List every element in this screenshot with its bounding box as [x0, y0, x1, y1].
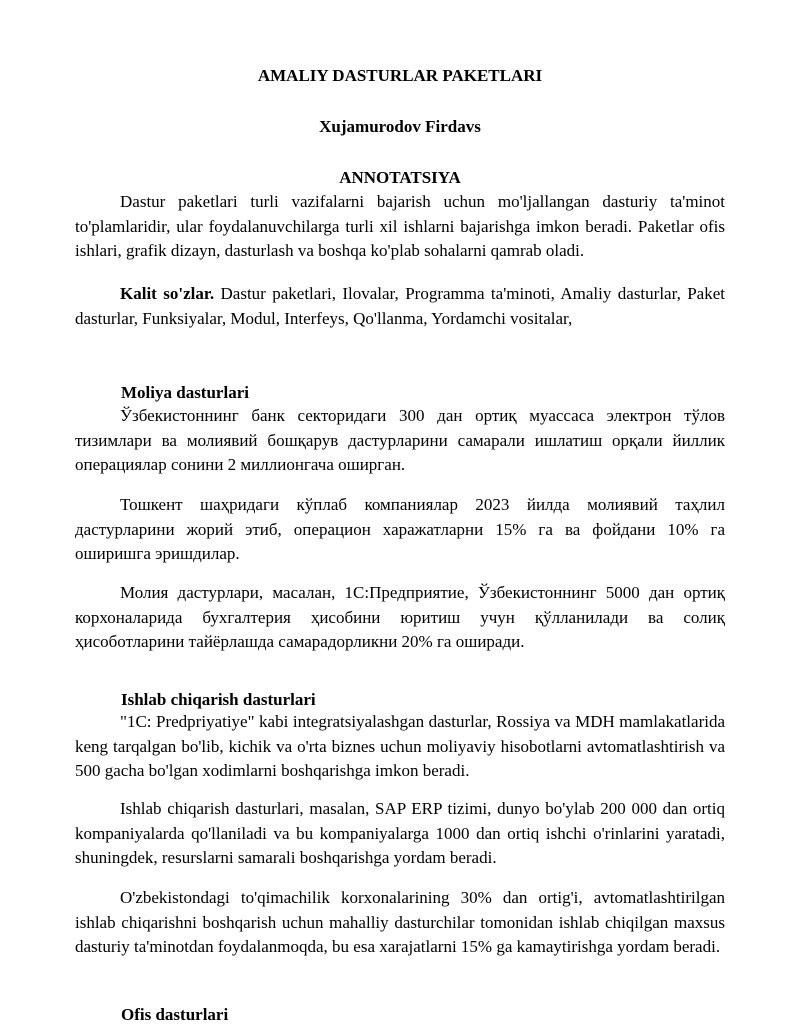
section-heading-office: Ofis dasturlari [121, 1005, 229, 1024]
production-paragraph-3: O'zbekistondagi to'qimachilik korxonalarining 30% dan ortig'i, avtomatlashtirilgan ishlab chiqarishni boshqarish uchun mahalliy dasturchilar tomonidan ishlab chiqilgan maxsus dasturiy ta'minotdan foydalanmoqda, bu esa xarajatlarni 15% ga kamaytirishga yordam beradi. [75, 888, 725, 956]
production-paragraph-1: "1C: Predpriyatiye" kabi integratsiyalashgan dasturlar, Rossiya va MDH mamlakatlarida keng tarqalgan bo'lib, kichik va o'rta biznes uchun moliyaviy hisobotlarni avtomatlashtirish va 500 gacha bo'lgan xodimlarni boshqarishga imkon beradi. [75, 712, 725, 780]
annotation-heading: ANNOTATSIYA [339, 168, 461, 187]
author-name: Xujamurodov Firdavs [319, 117, 481, 136]
keywords-text: Dastur paketlari, Ilovalar, Programma ta'minoti, Amaliy dasturlar, Paket dasturlar, Funksiyalar, Modul, Interfeys, Qo'llanma, Yordamchi vositalar, [75, 284, 725, 328]
section-heading-production: Ishlab chiqarish dasturlari [121, 690, 316, 709]
production-paragraph-2: Ishlab chiqarish dasturlari, masalan, SAP ERP tizimi, dunyo bo'ylab 200 000 dan ortiq kompaniyalarda qo'llaniladi va bu kompaniyalarga 1000 dan ortiq ishchi o'rinlarini yaratadi, shuningdek, resurslarni samarali boshqarishga yordam beradi. [75, 799, 725, 867]
finance-paragraph-1: Ўзбекистоннинг банк секторидаги 300 дан ортиқ муассаса электрон тўлов тизимлари ва молиявий бошқарув дастурларини самарали ишлатиш орқали йиллик операциялар сонини 2 миллионгача оширган. [75, 406, 725, 474]
finance-paragraph-3: Молия дастурлари, масалан, 1С:Предприятие, Ўзбекистоннинг 5000 дан ортиқ корхоналарида бухгалтерия ҳисобини юритиш учун қўлланилади ва солиқ ҳисоботларини тайёрлашда самарадорликни 20% га оширади. [75, 583, 725, 651]
section-heading-finance: Moliya dasturlari [121, 383, 249, 402]
keywords-label: Kalit so'zlar. [120, 284, 215, 303]
annotation-paragraph: Dastur paketlari turli vazifalarni bajarish uchun mo'ljallangan dasturiy ta'minot to'plamlaridir, ular foydalanuvchilarga turli xil ishlarni bajarishga imkon beradi. Paketlar ofis ishlari, grafik dizayn, dasturlash va boshqa ko'plab sohalarni qamrab oladi. [75, 192, 725, 260]
keywords-paragraph [75, 282, 725, 331]
document-title: AMALIY DASTURLAR PAKETLARI [257, 66, 543, 85]
finance-paragraph-2: Тошкент шаҳридаги кўплаб компаниялар 2023 йилда молиявий таҳлил дастурларини жорий этиб, операцион харажатларни 15% га ва фойдани 10% га оширишга эришдилар. [75, 495, 725, 563]
